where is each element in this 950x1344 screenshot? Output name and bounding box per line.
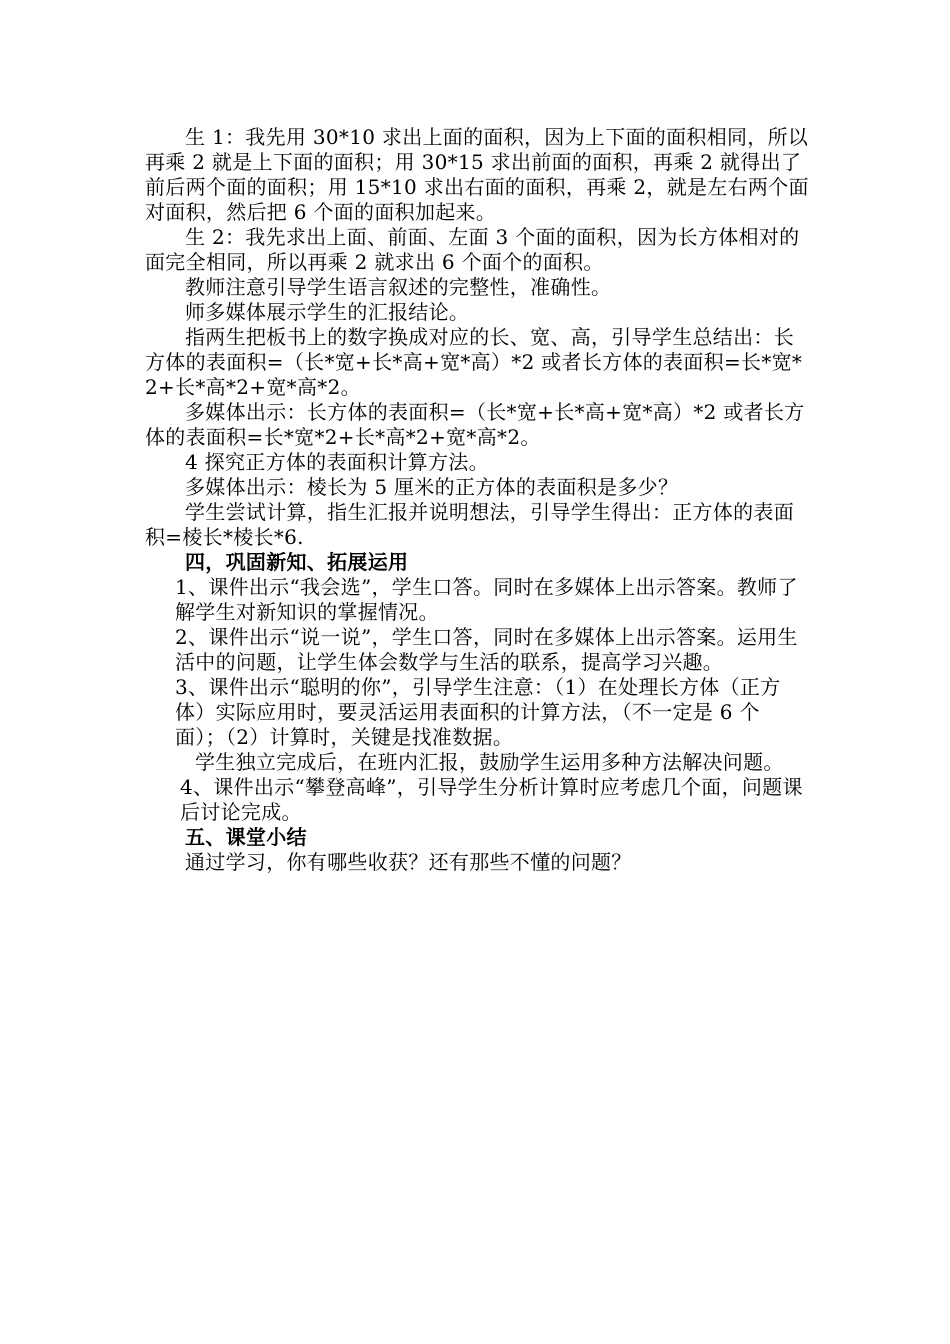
paragraph-exercise-3: 3、课件出示“聪明的你”，引导学生注意：（1）在处理长方体（正方体）实际应用时，要灵活运用表面积的计算方法，（不一定是 6 个面）；（2）计算时，关键是找准数据。 [175,675,781,749]
paragraph-cube-formula: 学生尝试计算，指生汇报并说明想法，引导学生得出：正方体的表面积=棱长*棱长*6. [145,500,794,549]
paragraph-cube-question: 多媒体出示：棱长为 5 厘米的正方体的表面积是多少？ [185,475,679,499]
paragraph-exercise-3-followup: 学生独立完成后，在班内汇报，鼓励学生运用多种方法解决问题。 [195,750,784,774]
paragraph-cuboid-formula-summary: 指两生把板书上的数字换成对应的长、宽、高，引导学生总结出：长方体的表面积=（长*宽+长*高+宽*高）*2 或者长方体的表面积=长*宽*2+长*高*2+宽*高*2。 [145,325,803,399]
paragraph-exercise-2: 2、课件出示“说一说”，学生口答，同时在多媒体上出示答案。运用生活中的问题，让学生体会数学与生活的联系，提高学习兴趣。 [175,625,798,674]
paragraph-student2: 生 2：我先求出上面、前面、左面 3 个面的面积，因为长方体相对的面完全相同，所以再乘 2 就求出 6 个面个的面积。 [145,225,800,274]
paragraph-teacher-note: 教师注意引导学生语言叙述的完整性，准确性。 [185,275,612,299]
paragraph-exercise-4: 4、课件出示“攀登高峰”，引导学生分析计算时应考虑几个面，问题课后讨论完成。 [180,775,803,824]
paragraph-student1: 生 1：我先用 30*10 求出上面的面积，因为上下面的面积相同，所以再乘 2 就是上下面的面积；用 30*15 求出前面的面积，再乘 2 就得出了前后两个面的面积；用 15*10 求出右面的面积，再乘 2，就是左右两个面对面积，然后把 6 个面的面积加起来。 [145,125,809,224]
paragraph-summary-question: 通过学习，你有哪些收获？还有那些不懂的问题？ [185,850,632,874]
paragraph-multimedia-display: 师多媒体展示学生的汇报结论。 [185,300,470,324]
section-heading-consolidate: 四，巩固新知、拓展运用 [185,550,409,574]
paragraph-cuboid-formula-display: 多媒体出示：长方体的表面积=（长*宽+长*高+宽*高）*2 或者长方体的表面积=长*宽*2+长*高*2+宽*高*2。 [145,400,805,449]
document-body [145,125,810,875]
paragraph-exercise-1: 1、课件出示“我会选”，学生口答。同时在多媒体上出示答案。教师了解学生对新知识的掌握情况。 [175,575,798,624]
section-heading-summary: 五、课堂小结 [185,825,307,849]
paragraph-cube-explore: 4 探究正方体的表面积计算方法。 [185,450,489,474]
